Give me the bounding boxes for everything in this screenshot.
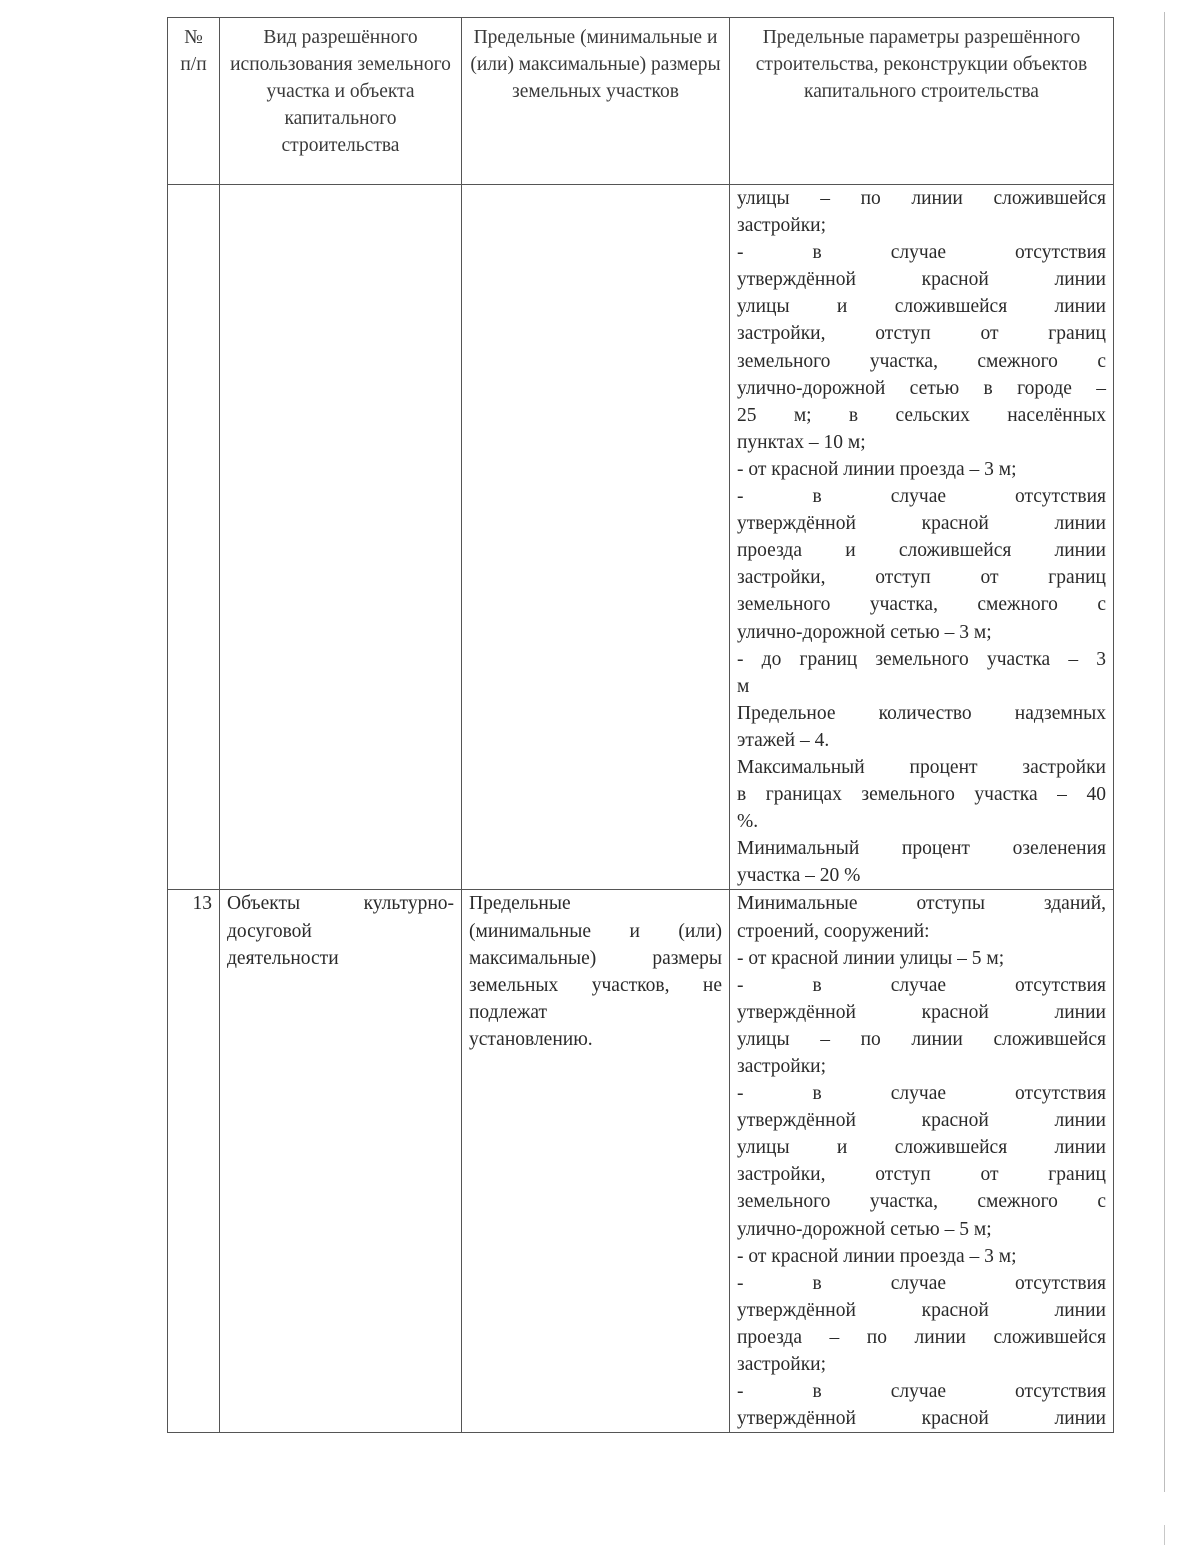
text-line: земельного участка, смежного с [737,1191,1106,1213]
header-use-type: Вид разрешённого использования земельного участка и объекта капитального строительства [220,18,462,185]
header-plot-size: Предельные (минимальные и (или) максимальные) размеры земельных участков [462,18,730,185]
regulations-table [167,17,1114,1433]
cell-plot-size [462,185,730,890]
cell-number: 13 [168,890,220,1433]
text-line: м [737,675,750,697]
text-line: проезда – по линии сложившейся [737,1326,1106,1348]
text-line: утверждённой красной линии [737,1299,1106,1321]
text-line: - в случае отсутствия [737,486,1106,508]
text-line: утверждённой красной линии [737,269,1106,291]
text-line: максимальные) размеры [469,947,722,969]
text-line: - в случае отсутствия [737,1083,1106,1105]
text-line: %. [737,811,759,833]
text-line: застройки, отступ от границ [737,323,1106,345]
header-number: № п/п [168,18,220,185]
text-line: - в случае отсутствия [737,242,1106,264]
header-parameters: Предельные параметры разрешённого строительства, реконструкции объектов капитального строительства [730,18,1114,185]
text-line: застройки; [737,1056,827,1077]
text-line: строений, сооружений: [737,920,930,942]
text-line: участка – 20 % [737,865,861,887]
text-line: Предельное количество надземных [737,702,1106,724]
text-line: Максимальный процент застройки [737,756,1106,778]
text-line: улично-дорожной сетью в городе – [737,377,1106,399]
cell-use-type [220,890,462,1433]
text-line: застройки, отступ от границ [737,567,1106,589]
cell-parameters [730,890,1114,1433]
text-line: этажей – 4. [737,729,830,751]
page-edge-line [1164,12,1165,1492]
table-header-row [168,18,1114,185]
text-line: - от красной линии проезда – 3 м; [737,1245,1017,1267]
text-line: - в случае отсутствия [737,1272,1106,1294]
text-line: улицы и сложившейся линии [737,1137,1106,1159]
text-line: - от красной линии улицы – 5 м; [737,947,1005,969]
text-line: досуговой [227,920,312,942]
text-line: застройки, отступ от границ [737,1164,1106,1186]
cell-use-type [220,185,462,890]
page-edge-mark [1164,1525,1165,1545]
text-line: улицы – по линии сложившейся [737,1028,1106,1050]
text-line: 25 м; в сельских населённых [737,404,1106,426]
text-line: улично-дорожной сетью – 3 м; [737,621,992,643]
cell-number [168,185,220,890]
text-line: земельных участков, не [469,974,722,996]
text-line: улицы и сложившейся линии [737,296,1106,318]
text-line: Объекты культурно- [227,893,454,915]
table-row-continued [168,185,1114,890]
text-line: установлению. [469,1028,593,1050]
text-line: Минимальный процент озеленения [737,838,1106,860]
text-line: утверждённой красной линии [737,1110,1106,1132]
text-line: Предельные [469,893,571,915]
text-line: земельного участка, смежного с [737,350,1106,372]
text-line: улицы – по линии сложившейся [737,188,1106,209]
text-line: - в случае отсутствия [737,974,1106,996]
text-line: деятельности [227,947,339,969]
text-line: проезда и сложившейся линии [737,540,1106,562]
text-line: в границах земельного участка – 40 [737,784,1106,806]
text-line: - в случае отсутствия [737,1381,1106,1403]
text-line: подлежат [469,1001,548,1023]
cell-plot-size [462,890,730,1433]
text-line: утверждённой красной линии [737,1408,1106,1430]
text-line: утверждённой красной линии [737,513,1106,535]
text-line: пунктах – 10 м; [737,431,866,453]
text-line: утверждённой красной линии [737,1001,1106,1023]
text-line: улично-дорожной сетью – 5 м; [737,1218,992,1240]
text-line: Минимальные отступы зданий, [737,893,1106,915]
text-line: земельного участка, смежного с [737,594,1106,616]
text-line: застройки; [737,1354,827,1376]
text-line: - от красной линии проезда – 3 м; [737,458,1017,480]
text-line: (минимальные и (или) [469,920,722,942]
text-line: застройки; [737,215,827,237]
table-row-13 [168,890,1114,1433]
text-line: - до границ земельного участка – 3 [737,648,1106,670]
cell-parameters [730,185,1114,890]
